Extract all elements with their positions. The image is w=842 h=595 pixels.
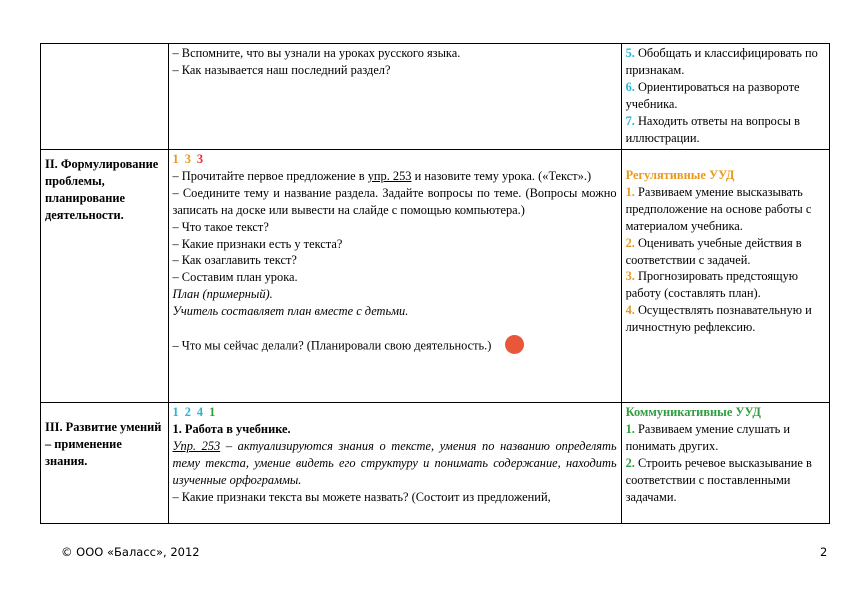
table-row (41, 150, 830, 403)
activity-line: – Вспомните, что вы узнали на уроках русского языка. (172, 46, 461, 60)
activity-cell (168, 150, 621, 403)
uud-number: 7. (625, 113, 635, 128)
uud-title: Коммуникативные УУД (625, 405, 761, 419)
activity-line: – Какие признаки текста вы можете назвать? (Состоит из предложений, (172, 489, 551, 504)
question: – Что такое текст? (172, 219, 269, 234)
page-number: 2 (820, 545, 828, 559)
uud-number: 6. (625, 79, 635, 94)
stage-cell (41, 44, 169, 150)
uud-number: 5. (625, 46, 635, 60)
stage-title: III. Развитие умений – применение знания. (45, 420, 162, 468)
activity-cell (168, 44, 621, 150)
uud-text: Ориентироваться на развороте учебника. (625, 79, 800, 111)
digit: 3 (196, 152, 204, 166)
table-row (41, 403, 830, 524)
digit: 3 (184, 152, 191, 166)
activity-line: – Как называется наш последний раздел? (172, 62, 391, 77)
activity-line: – Прочитайте первое предложение в упр. 253 и назовите тему урока. («Текст».) (172, 168, 592, 183)
stage-title: II. Формулирование проблемы, планирование деятельности. (45, 157, 159, 222)
uud-item: 3. Прогнозировать предстоящую работу (составлять план). (625, 269, 799, 301)
uud-item: 1. Развиваем умение слушать и понимать других. (625, 421, 791, 453)
uud-cell (621, 150, 829, 403)
uud-item: 2. Оценивать учебные действия в соответствии с задачей. (625, 235, 802, 267)
competence-digits (173, 151, 617, 168)
activity-line: – Соедините тему и название раздела. Задайте вопросы по теме. (Вопросы можно записать на доске или вывести на слайде с помощью компьютера.) (172, 185, 617, 217)
exercise-description: Упр. 253 – актуализируются знания о тексте, умения по названию определять тему текста, умение видеть его структуру и понимать содержание, находить изученные орфограммы. (172, 438, 617, 487)
exercise-link: упр. 253 (367, 168, 412, 183)
uud-cell (621, 44, 829, 150)
digit: 1 (172, 152, 179, 166)
section-heading: 1. Работа в учебнике. (172, 421, 291, 436)
teacher-note: Учитель составляет план вместе с детьми. (172, 304, 409, 319)
activity-line: – Что мы сейчас делали? (Планировали свою деятельность.) (173, 337, 617, 356)
copyright-footer: © ООО «Баласс», 2012 (61, 545, 200, 559)
activity-cell (168, 403, 621, 524)
uud-text: Находить ответы на вопросы в иллюстрации. (625, 113, 800, 145)
uud-item: 1. Развиваем умение высказывать предположение на основе работы с материалом учебника. (625, 184, 812, 233)
lesson-plan-table (40, 43, 830, 524)
question: – Как озаглавить текст? (172, 253, 297, 268)
uud-cell (621, 403, 829, 524)
uud-item: 2. Строить речевое высказывание в соответствии с поставленными задачами. (625, 455, 812, 504)
plan-note: План (примерный). (172, 287, 273, 302)
marker-dot-icon (505, 335, 524, 354)
exercise-link: Упр. 253 (172, 438, 221, 453)
uud-text: Обобщать и классифицировать по признакам. (625, 46, 818, 77)
competence-digits: 1 2 4 1 (172, 405, 216, 419)
uud-item: 4. Осуществлять познавательную и личностную рефлексию. (625, 303, 812, 335)
table-row (41, 44, 830, 150)
uud-title: Регулятивные УУД (625, 168, 735, 182)
question: – Какие признаки есть у текста? (172, 236, 343, 251)
uud-item (626, 45, 825, 79)
stage-cell (41, 150, 169, 403)
uud-item (626, 113, 825, 147)
uud-item (626, 79, 825, 113)
question: – Составим план урока. (172, 270, 298, 285)
stage-cell (41, 403, 169, 524)
